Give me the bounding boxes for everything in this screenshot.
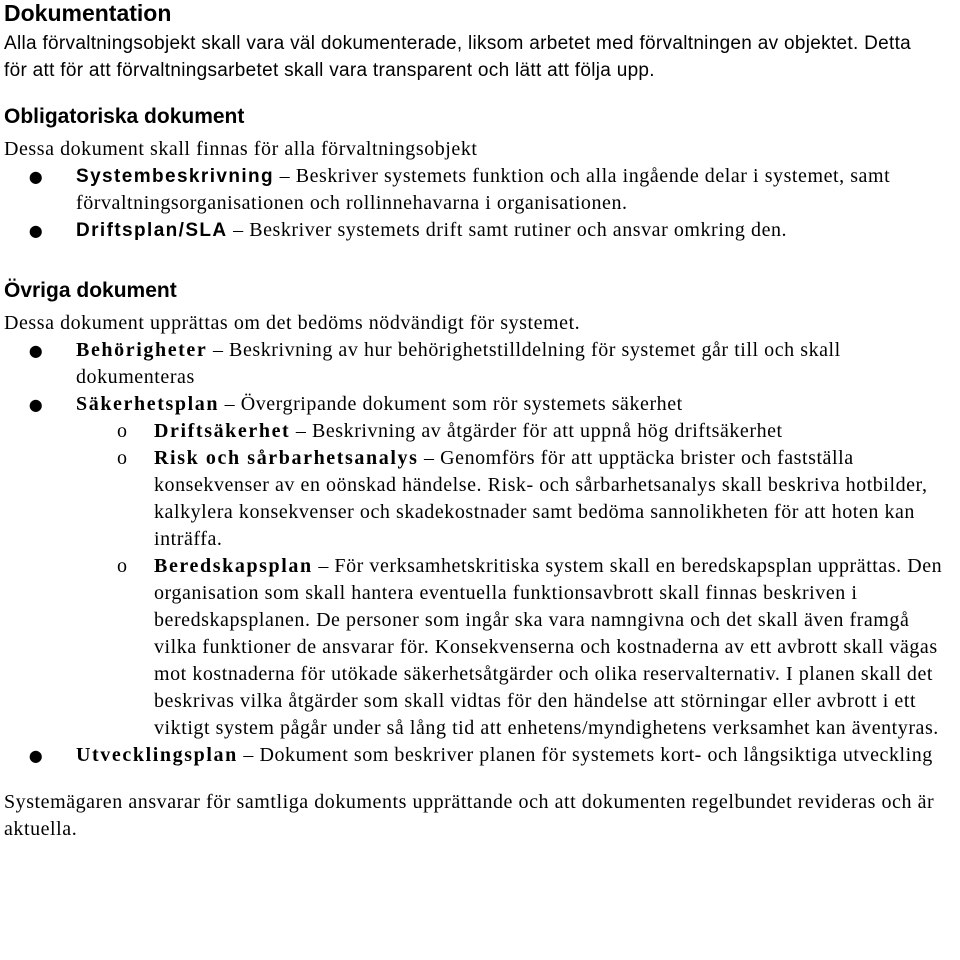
bullet-icon: ● <box>28 395 44 414</box>
term-behorigheter: Behörigheter <box>76 339 208 361</box>
list-item-behorigheter <box>4 337 956 391</box>
description-driftsakerhet: – Beskrivning av åtgärder för att uppnå hög driftsäkerhet <box>295 420 783 442</box>
sub-item-risk-och-sarbarhetsanalys <box>4 445 956 553</box>
term-beredskapsplan: Beredskapsplan <box>154 555 313 577</box>
list-item-utvecklingsplan <box>4 742 956 769</box>
bullet-icon: ● <box>28 167 44 186</box>
description-risk-och-sarbarhetsanalys: – Genomförs för att upptäcka brister och fastställa konsekvenser av en oönskad händelse. Risk- och sårbarhetsanalys skall beskriva hotbilder, kalkylera konsekvenser och skadekostnader samt bedöma sannolikheten för att hoten kan inträffa. <box>154 447 928 550</box>
other-lead: Dessa dokument upprättas om det bedöms nödvändigt för systemet. <box>4 312 581 334</box>
list-item-systembeskrivning <box>4 163 956 217</box>
term-utvecklingsplan: Utvecklingsplan <box>76 744 238 766</box>
description-driftsplan: – Beskriver systemets drift samt rutiner och ansvar omkring den. <box>233 219 788 241</box>
bullet-icon: ● <box>28 221 44 240</box>
term-systembeskrivning: Systembeskrivning <box>76 166 275 187</box>
section-title-other: Övriga dokument <box>4 279 177 302</box>
list-item-sakerhetsplan <box>4 391 956 418</box>
term-driftsplan: Driftsplan/SLA <box>76 220 228 241</box>
mandatory-lead: Dessa dokument skall finnas för alla förvaltningsobjekt <box>4 138 478 160</box>
section-title-mandatory: Obligatoriska dokument <box>4 105 245 128</box>
description-sakerhetsplan: – Övergripande dokument som rör systemets säkerhet <box>224 393 683 415</box>
list-item-driftsplan <box>4 217 956 244</box>
description-systembeskrivning: – Beskriver systemets funktion och alla ingående delar i systemet, samt förvaltningsorganisationen och rollinnehavarna i organisationen. <box>76 165 891 214</box>
description-utvecklingsplan: – Dokument som beskriver planen för systemets kort- och långsiktiga utveckling <box>243 744 933 766</box>
circle-bullet-icon: o <box>117 555 128 577</box>
circle-bullet-icon: o <box>117 447 128 469</box>
document-page <box>4 0 956 843</box>
bullet-icon: ● <box>28 341 44 360</box>
sub-item-beredskapsplan <box>4 553 956 742</box>
term-risk-och-sarbarhetsanalys: Risk och sårbarhetsanalys <box>154 447 419 469</box>
page-title: Dokumentation <box>4 0 172 26</box>
sub-item-driftsakerhet <box>4 418 956 445</box>
closing-paragraph: Systemägaren ansvarar för samtliga dokuments upprättande och att dokumenten regelbundet revideras och är aktuella. <box>4 791 935 840</box>
description-behorigheter: – Beskrivning av hur behörighetstilldelning för systemet går till och skall dokumenteras <box>76 339 841 388</box>
bullet-icon: ● <box>28 746 44 765</box>
circle-bullet-icon: o <box>117 420 128 442</box>
intro-paragraph: Alla förvaltningsobjekt skall vara väl dokumenterade, liksom arbetet med förvaltningen av objektet. Detta för att för att förvaltningsarbetet skall vara transparent och lätt att följa upp. <box>4 33 912 81</box>
description-beredskapsplan: – För verksamhetskritiska system skall en beredskapsplan upprättas. Den organisation som skall hantera eventuella funktionsavbrott skall finnas beskriven i beredskapsplanen. De personer som ingår ska vara namngivna och det skall även framgå vilka funktioner de ansvarar för. Konsekvenserna och kostnaderna av ett avbrott skall vägas mot kostnaderna för utökade säkerhetsåtgärder och olika reservalternativ. I planen skall det beskrivas vilka åtgärder som skall vidtas för den händelse att störningar eller avbrott i ett viktigt system pågår under så lång tid att enhetens/myndighetens verksamhet kan äventyras. <box>154 555 943 739</box>
term-driftsakerhet: Driftsäkerhet <box>154 420 291 442</box>
term-sakerhetsplan: Säkerhetsplan <box>76 393 220 415</box>
